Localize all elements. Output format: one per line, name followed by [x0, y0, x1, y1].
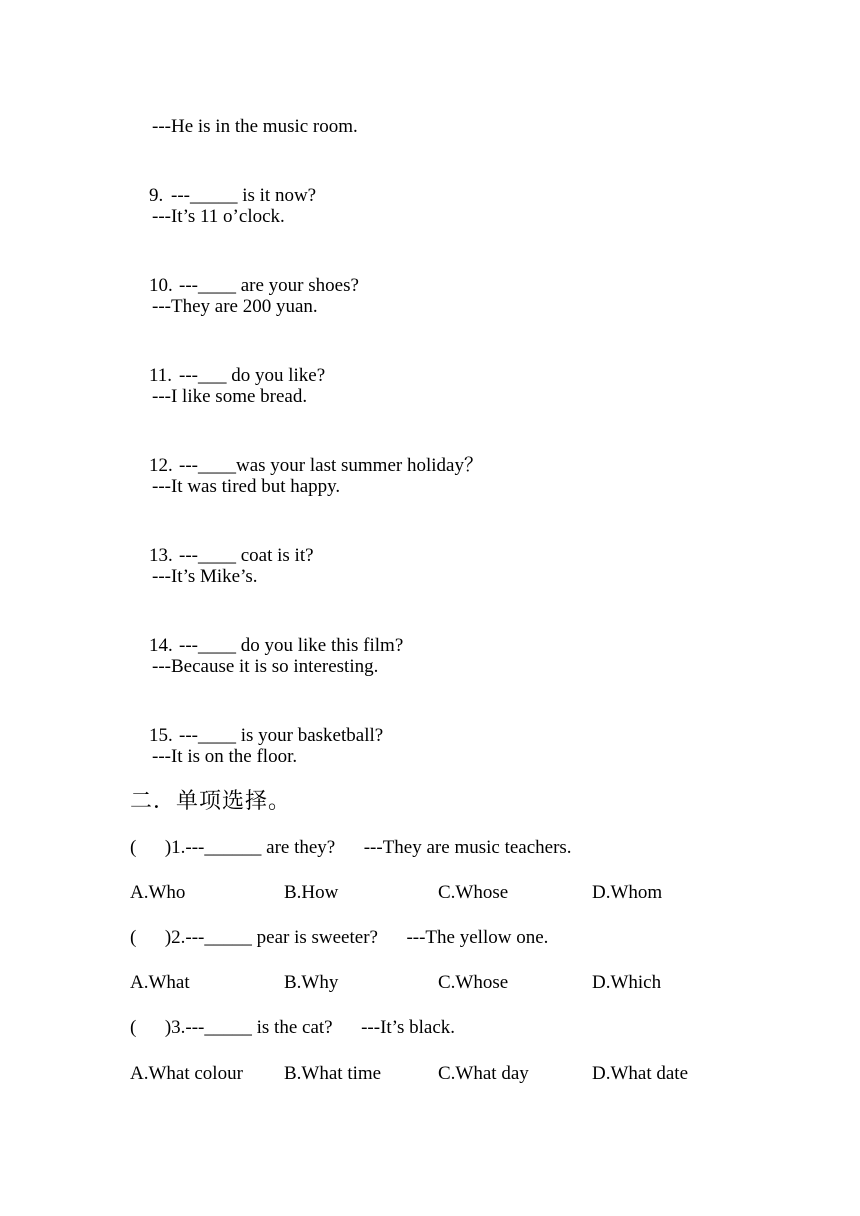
- option-d: D.What date: [592, 1063, 689, 1084]
- question-text: ---____was your last summer holiday？: [179, 455, 483, 476]
- question-text: ---____ are your shoes?: [179, 275, 359, 296]
- question-text: ---____ do you like this film?: [179, 635, 404, 656]
- question-number: 12.: [149, 455, 173, 476]
- answer-line: ---Because it is so interesting.: [152, 656, 379, 677]
- option-a: A.Who: [130, 882, 186, 903]
- option-d: D.Whom: [592, 882, 663, 903]
- answer-line: ---They are 200 yuan.: [152, 296, 318, 317]
- answer-line: ---I like some bread.: [152, 386, 308, 407]
- answer-line: ---It’s Mike’s.: [152, 566, 258, 587]
- option-b: B.How: [284, 882, 339, 903]
- choice-question: ( )1.---______ are they? ---They are music teachers.: [130, 837, 572, 858]
- question-number: 13.: [149, 545, 173, 566]
- question-number: 14.: [149, 635, 173, 656]
- question-text: ---____ is your basketball?: [179, 725, 384, 746]
- option-d: D.Which: [592, 972, 662, 993]
- question-number: 10.: [149, 275, 173, 296]
- choice-question: ( )3.---_____ is the cat? ---It’s black.: [130, 1017, 456, 1038]
- option-c: C.Whose: [438, 972, 509, 993]
- section-title: 二．单项选择。: [130, 789, 292, 814]
- question-number: 15.: [149, 725, 173, 746]
- question-number: 9.: [149, 185, 164, 206]
- choice-question: ( )2.---_____ pear is sweeter? ---The yellow one.: [130, 927, 549, 948]
- answer-line: ---It’s 11 o’clock.: [152, 206, 285, 227]
- question-number: 11.: [149, 365, 173, 386]
- answer-line: ---It is on the floor.: [152, 746, 298, 767]
- option-a: A.What: [130, 972, 190, 993]
- option-c: C.Whose: [438, 882, 509, 903]
- question-text: ---___ do you like?: [179, 365, 326, 386]
- question-text: ---_____ is it now?: [171, 185, 317, 206]
- question-text: ---____ coat is it?: [179, 545, 314, 566]
- option-b: B.What time: [284, 1063, 382, 1084]
- answer-line: ---It was tired but happy.: [152, 476, 341, 497]
- answer-line: ---He is in the music room.: [152, 116, 358, 137]
- option-a: A.What colour: [130, 1063, 243, 1084]
- option-c: C.What day: [438, 1063, 529, 1084]
- option-b: B.Why: [284, 972, 339, 993]
